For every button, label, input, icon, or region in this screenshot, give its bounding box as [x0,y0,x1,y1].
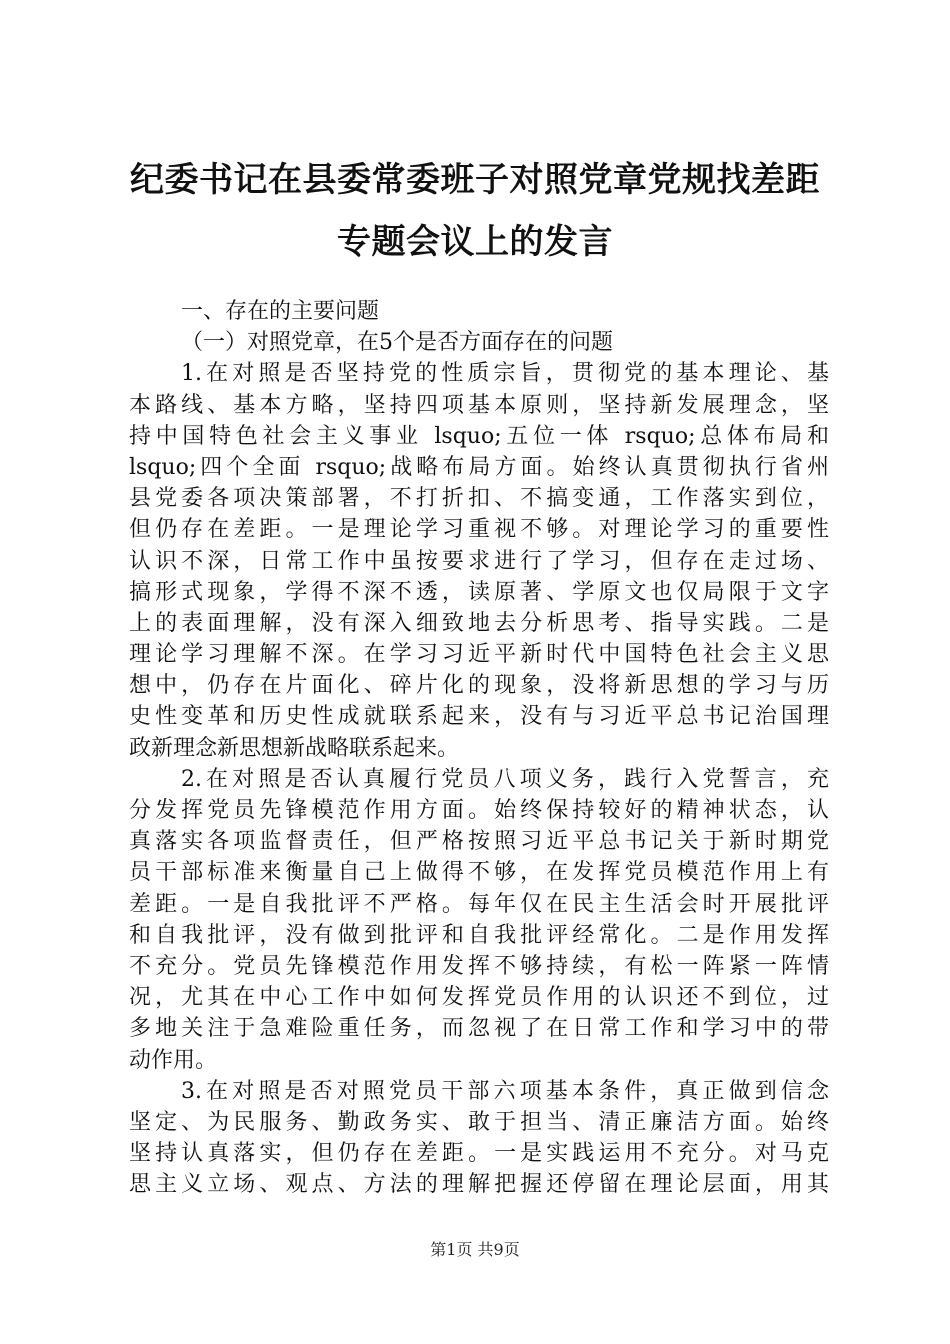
paragraph-1-line: 但仍存在差距。一是理论学习重视不够。对理论学习的重要性 [129,517,829,543]
paragraph-2-line: 不充分。党员先锋模范作用发挥不够持续，有松一阵紧一阵情 [129,953,829,979]
paragraph-3-line: 坚定、为民服务、勤政务实、敢于担当、清正廉洁方面。始终 [129,1109,829,1135]
paragraph-1-line: 认识不深，日常工作中虽按要求进行了学习，但存在走过场、 [129,548,829,574]
paragraph-2-line: 员干部标准来衡量自己上做得不够，在发挥党员模范作用上有 [129,860,829,886]
paragraph-1-line: 理论学习理解不深。在学习习近平新时代中国特色社会主义思 [129,642,829,668]
paragraph-1-line: 持中国特色社会主义事业 lsquo;五位一体 rsquo;总体布局和 [129,423,829,449]
paragraph-2-line: 况，尤其在中心工作中如何发挥党员作用的认识还不到位，过 [129,985,829,1011]
paragraph-2-line: 真落实各项监督责任，但严格按照习近平总书记关于新时期党 [129,829,829,855]
paragraph-1-line: 1.在对照是否坚持党的性质宗旨，贯彻党的基本理论、基 [181,361,829,387]
document-title-line-1: 纪委书记在县委常委班子对照党章党规找差距 [130,160,820,200]
section-heading: 一、存在的主要问题 [181,299,380,324]
paragraph-1-line: 上的表面理解，没有深入细致地去分析思考、指导实践。二是 [129,610,829,636]
paragraph-3-line: 3.在对照是否对照党员干部六项基本条件，真正做到信念 [181,1078,829,1104]
subsection-heading: （一）对照党章，在5个是否方面存在的问题 [181,330,613,356]
page-number-footer: 第1页 共9页 [430,1240,520,1259]
paragraph-1-line: 史性变革和历史性成就联系起来，没有与习近平总书记治国理 [129,704,829,730]
document-title-line-2: 专题会议上的发言 [337,222,613,262]
paragraph-3-line: 坚持认真落实，但仍存在差距。一是实践运用不充分。对马克 [129,1141,829,1167]
paragraph-1-line: 政新理念新思想新战略联系起来。 [129,735,460,761]
paragraph-2-line: 多地关注于急难险重任务，而忽视了在日常工作和学习中的带 [129,1016,829,1042]
paragraph-2-line: 2.在对照是否认真履行党员八项义务，践行入党誓言，充 [181,766,829,792]
paragraph-2-line: 和自我批评，没有做到批评和自我批评经常化。二是作用发挥 [129,922,829,948]
paragraph-1-line: 搞形式现象，学得不深不透，读原著、学原文也仅局限于文字 [129,579,829,605]
paragraph-1-line: 本路线、基本方略，坚持四项基本原则，坚持新发展理念，坚 [129,392,829,418]
paragraph-1-line: 想中，仍存在片面化、碎片化的现象，没将新思想的学习与历 [129,673,829,699]
paragraph-2-line: 分发挥党员先锋模范作用方面。始终保持较好的精神状态，认 [129,798,829,823]
paragraph-1-line: lsquo;四个全面 rsquo;战略布局方面。始终认真贯彻执行省州 [129,454,829,480]
paragraph-2-line: 差距。一是自我批评不严格。每年仅在民主生活会时开展批评 [129,891,829,917]
paragraph-3-line: 思主义立场、观点、方法的理解把握还停留在理论层面，用其 [129,1172,829,1198]
document-body [129,296,829,1200]
paragraph-2-line: 动作用。 [129,1047,218,1073]
paragraph-1-line: 县党委各项决策部署，不打折扣、不搞变通，工作落实到位， [129,486,829,512]
